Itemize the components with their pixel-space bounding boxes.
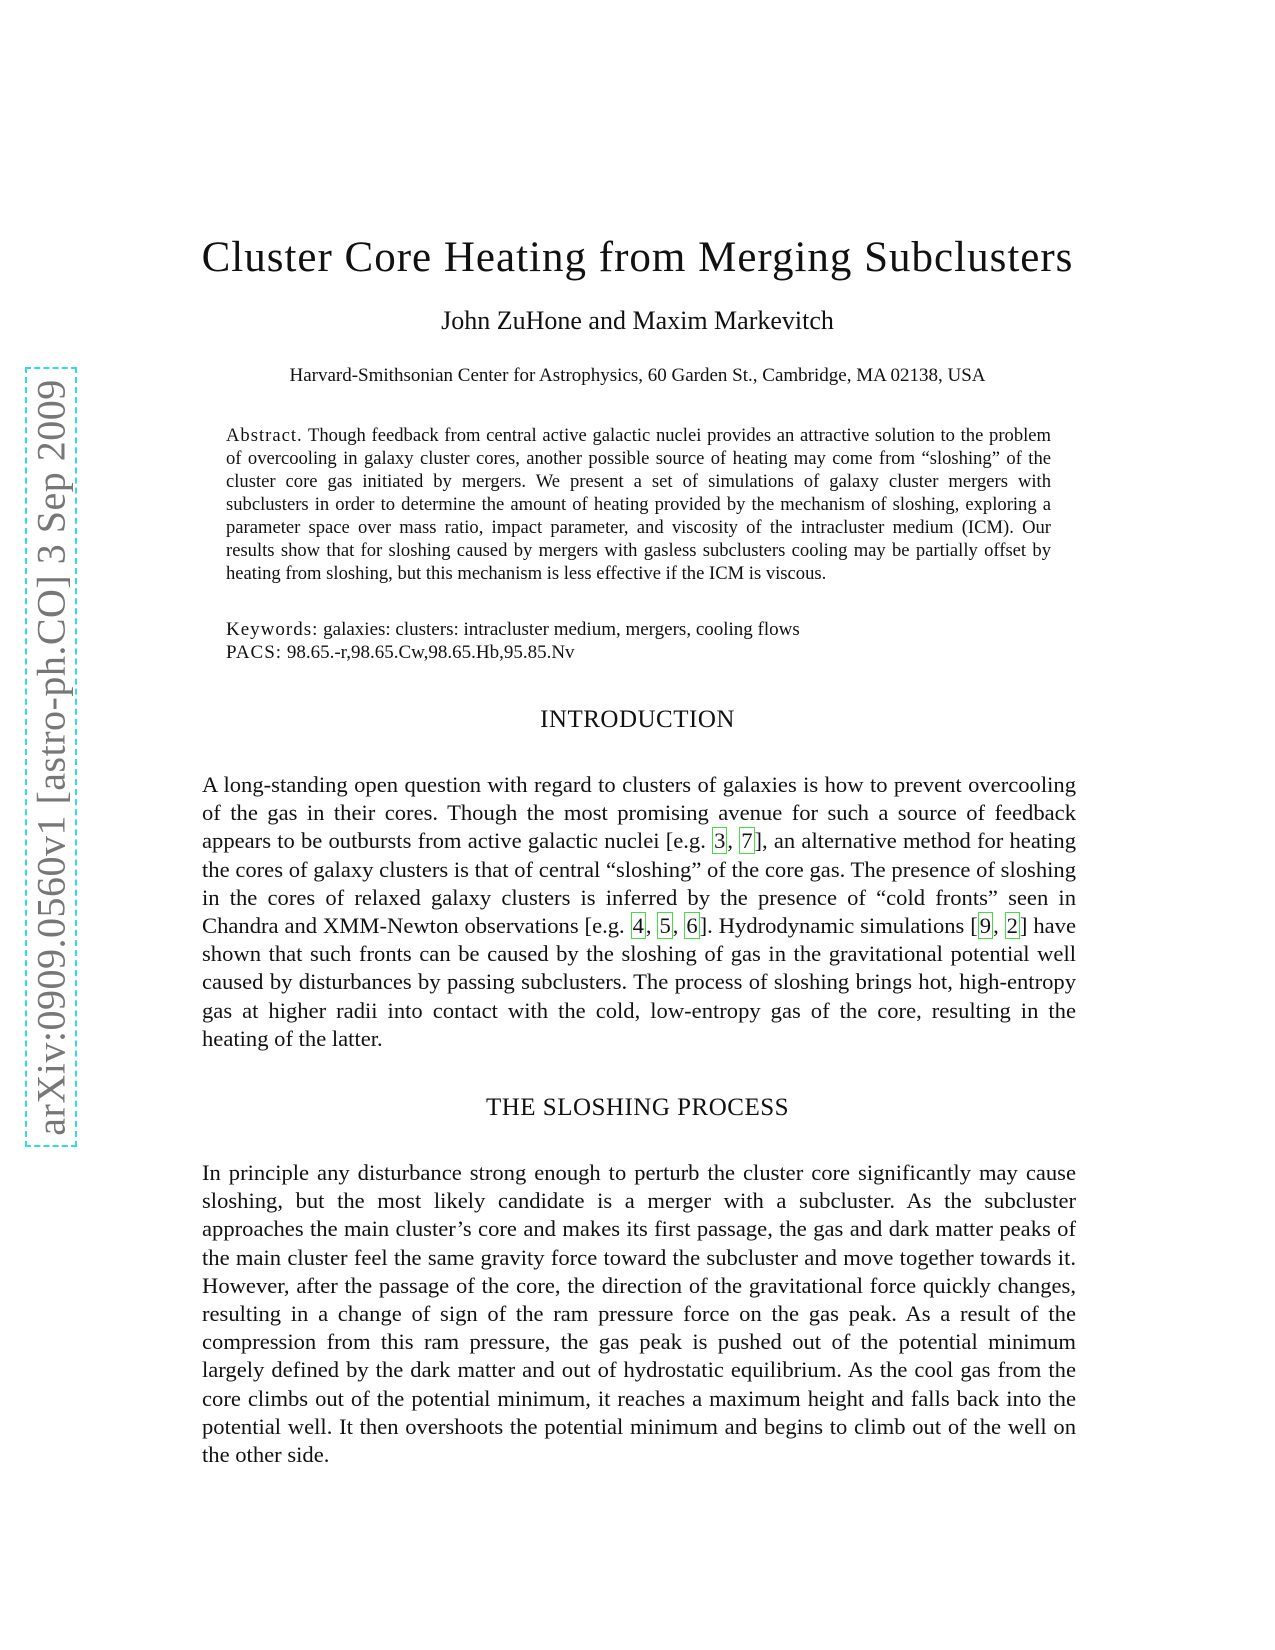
intro-text-1: A long-standing open question with regard to clusters of galaxies is how to prevent overcooling of the gas in their cores. Though the most promising avenue for such a source of feedback appears to be outbursts from active galactic nuclei [e.g.: [202, 772, 1076, 854]
citation-link-3[interactable]: 3: [714, 828, 726, 854]
arxiv-stamp: [25, 367, 77, 1147]
pacs-text: 98.65.-r,98.65.Cw,98.65.Hb,95.85.Nv: [286, 642, 575, 663]
paper-affiliation: Harvard-Smithsonian Center for Astrophysics, 60 Garden St., Cambridge, MA 02138, USA: [289, 365, 986, 386]
citation-link-4[interactable]: 4: [632, 913, 644, 939]
intro-text-3: ]. Hydrodynamic simulations [: [699, 913, 978, 939]
intro-text-2: ], an alternative method for heating the cores of galaxy clusters is that of central “sloshing” of the core gas. The presence of sloshing in the cores of relaxed galaxy clusters is inferred by the presence of “cold fronts” seen in Chandra and XMM-Newton observations [e.g.: [202, 828, 1077, 939]
citation-link-6[interactable]: 6: [686, 913, 698, 939]
section-heading-sloshing: THE SLOSHING PROCESS: [485, 1094, 790, 1121]
paper-title: Cluster Core Heating from Merging Subclusters: [201, 234, 1074, 281]
citation-link-9[interactable]: 9: [979, 913, 992, 939]
intro-sep-4: ,: [993, 913, 1005, 939]
abstract-text: Though feedback from central active galactic nuclei provides an attractive solution to the problem of overcooling in galaxy cluster cores, another possible source of heating may come from “sloshing” of the cluster core gas initiated by mergers. We present a set of simulations of galaxy cluster mergers with subclusters in order to determine the amount of heating provided by the mechanism of sloshing, exploring a parameter space over mass ratio, impact parameter, and viscosity of the intracluster medium (ICM). Our results show that for sloshing caused by mergers with gasless subclusters cooling may be partially offset by heating from sloshing, but this mechanism is less effective if the ICM is viscous.: [226, 425, 1052, 584]
keywords: [226, 618, 1051, 641]
intro-sep-2: ,: [645, 913, 658, 939]
intro-sep-3: ,: [672, 913, 685, 939]
citation-link-7[interactable]: 7: [741, 828, 753, 854]
section-heading-introduction: INTRODUCTION: [540, 706, 735, 733]
sloshing-paragraph: In principle any disturbance strong enough to perturb the cluster core significantly may cause sloshing, but the most likely candidate is a merger with a subcluster. As the subcluster approaches the main cluster’s core and makes its first passage, the gas and dark matter peaks of the main cluster feel the same gravity force toward the subcluster and move together towards it. However, after the passage of the core, the direction of the gravitational force quickly changes, resulting in a change of sign of the ram pressure force on the gas peak. As a result of the compression from this ram pressure, the gas peak is pushed out of the potential minimum largely defined by the dark matter and out of hydrostatic equilibrium. As the cool gas from the core climbs out of the potential minimum, it reaches a maximum height and falls back into the potential well. It then overshoots the potential minimum and begins to climb out of the well on the other side.: [202, 1160, 1076, 1468]
citation-link-5[interactable]: 5: [659, 913, 671, 939]
pacs-label: PACS:: [226, 642, 283, 663]
citation-link-2[interactable]: 2: [1006, 913, 1018, 939]
abstract: [226, 424, 1051, 585]
intro-text-4: ] have shown that such fronts can be caused by the sloshing of gas in the gravitational potential well caused by disturbances by passing subclusters. The process of sloshing brings hot, high-entropy gas at higher radii into contact with the cold, low-entropy gas of the core, resulting in the heating of the latter.: [202, 913, 1077, 1051]
keywords-label: Keywords:: [226, 619, 319, 640]
keywords-text: galaxies: clusters: intracluster medium, mergers, cooling flows: [323, 619, 800, 640]
abstract-label: Abstract.: [226, 425, 303, 446]
paper-authors: John ZuHone and Maxim Markevitch: [441, 306, 834, 335]
arxiv-identifier: arXiv:0909.0560v1 [astro-ph.CO] 3 Sep 2009: [28, 378, 74, 1136]
pacs: [226, 641, 1051, 664]
intro-sep-1: ,: [727, 828, 740, 854]
introduction-paragraph: [202, 771, 1076, 1053]
